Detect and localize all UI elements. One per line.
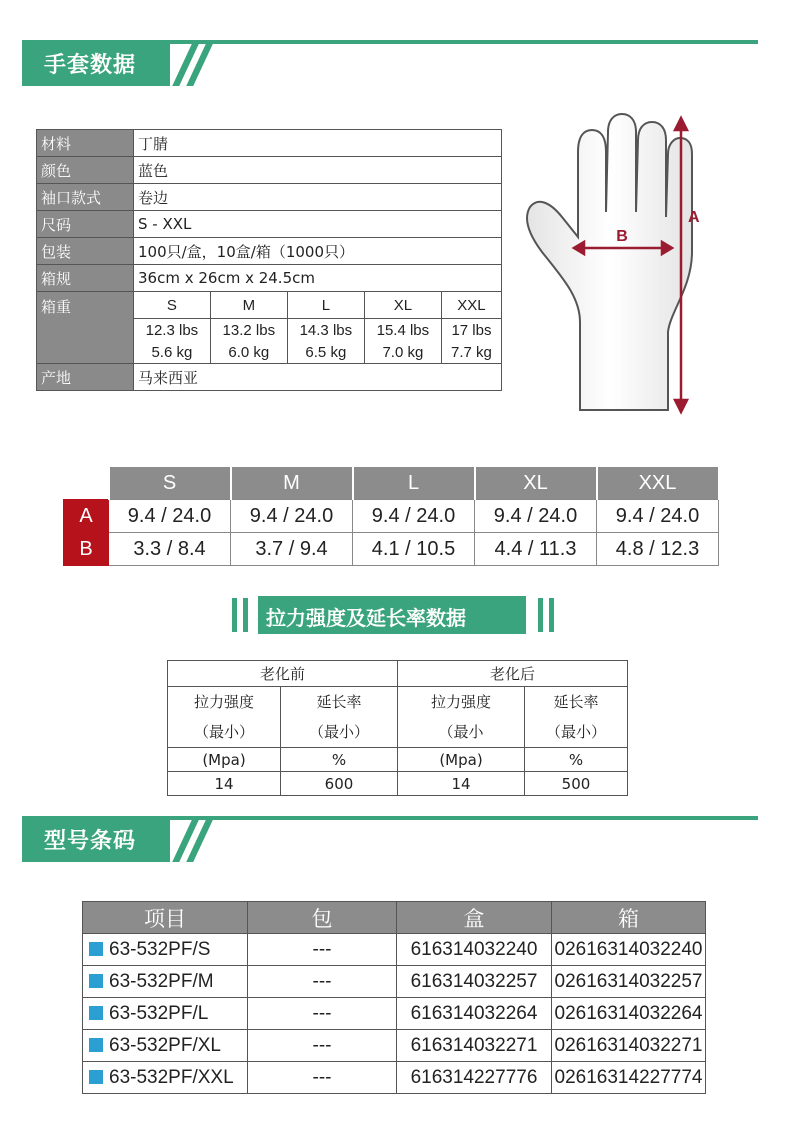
pack-cell: ---	[248, 998, 397, 1030]
size-value: 9.4 / 24.0	[109, 500, 231, 533]
table-row	[37, 157, 502, 184]
value-cell: 500	[525, 772, 628, 796]
col-min: （最小	[438, 723, 484, 741]
box-cell: 616314032271	[397, 1030, 552, 1062]
table-row	[37, 238, 502, 265]
size-value: 3.3 / 8.4	[109, 533, 231, 566]
spec-table	[36, 129, 502, 391]
item-code: 63-532PF/XL	[109, 1034, 221, 1056]
tensile-head-cell	[398, 687, 525, 748]
item-code: 63-532PF/XXL	[109, 1066, 234, 1088]
size-value: 4.1 / 10.5	[353, 533, 475, 566]
spec-value: 蓝色	[134, 157, 502, 184]
size-header: L	[353, 466, 475, 500]
spec-value: 卷边	[134, 184, 502, 211]
weight-size: XXL	[441, 292, 501, 319]
size-value: 4.8 / 12.3	[597, 533, 719, 566]
spec-value: S - XXL	[134, 211, 502, 238]
label-a: A	[688, 209, 700, 226]
glove-outline	[527, 114, 692, 410]
square-icon	[89, 1006, 103, 1020]
table-row	[37, 265, 502, 292]
row-label: A	[64, 500, 109, 533]
col-header: 项目	[83, 902, 248, 934]
case-cell: 02616314227774	[552, 1062, 706, 1094]
table-row	[168, 772, 628, 796]
item-cell	[83, 998, 248, 1030]
weight-lbs: 15.4 lbs	[364, 319, 441, 342]
spec-key: 箱重	[37, 292, 134, 364]
tensile-head-cell	[281, 687, 398, 748]
table-row	[64, 500, 719, 533]
item-code: 63-532PF/L	[109, 1002, 209, 1024]
case-cell: 02616314032271	[552, 1030, 706, 1062]
size-value: 9.4 / 24.0	[231, 500, 353, 533]
pack-cell: ---	[248, 934, 397, 966]
weight-kg: 7.7 kg	[441, 341, 501, 363]
col-group-after: 老化后	[398, 661, 628, 687]
size-value: 3.7 / 9.4	[231, 533, 353, 566]
item-cell	[83, 934, 248, 966]
box-cell: 616314227776	[397, 1062, 552, 1094]
table-row	[168, 748, 628, 772]
square-icon	[89, 1038, 103, 1052]
spec-key: 箱规	[37, 265, 134, 292]
unit-cell: %	[525, 748, 628, 772]
weight-size: L	[287, 292, 364, 319]
value-cell: 14	[168, 772, 281, 796]
value-cell: 600	[281, 772, 398, 796]
pack-cell: ---	[248, 966, 397, 998]
item-cell	[83, 1030, 248, 1062]
value-cell: 14	[398, 772, 525, 796]
spec-value: 36cm x 26cm x 24.5cm	[134, 265, 502, 292]
section-rule	[170, 816, 758, 820]
tensile-head-cell	[168, 687, 281, 748]
table-row	[168, 687, 628, 748]
size-value: 9.4 / 24.0	[597, 500, 719, 533]
item-code: 63-532PF/S	[109, 938, 211, 960]
table-row	[37, 184, 502, 211]
size-header: S	[109, 466, 231, 500]
case-cell: 02616314032240	[552, 934, 706, 966]
weight-size: M	[210, 292, 287, 319]
unit-cell: (Mpa)	[168, 748, 281, 772]
table-row	[83, 998, 706, 1030]
box-cell: 616314032264	[397, 998, 552, 1030]
weight-kg: 6.0 kg	[210, 341, 287, 363]
spec-key: 材料	[37, 130, 134, 157]
size-header: XL	[475, 466, 597, 500]
table-row	[37, 130, 502, 157]
section-title-bar	[22, 816, 170, 862]
case-cell: 02616314032264	[552, 998, 706, 1030]
barcode-table	[82, 901, 706, 1094]
weight-size: XL	[364, 292, 441, 319]
weight-size: S	[134, 292, 210, 319]
table-row	[37, 364, 502, 391]
square-icon	[89, 942, 103, 956]
table-row	[83, 966, 706, 998]
col-min: （最小）	[308, 723, 369, 741]
weight-table	[134, 292, 501, 363]
size-value: 9.4 / 24.0	[353, 500, 475, 533]
spec-value: 丁腈	[134, 130, 502, 157]
col-min: （最小）	[545, 723, 606, 741]
size-header: M	[231, 466, 353, 500]
section-rule	[170, 40, 758, 44]
unit-cell: %	[281, 748, 398, 772]
section-header-gloves	[22, 40, 762, 86]
spec-value: 100只/盒，10盒/箱（1000只）	[134, 238, 502, 265]
item-cell	[83, 1062, 248, 1094]
table-row	[64, 533, 719, 566]
table-header-row	[64, 466, 719, 500]
col-header: 盒	[397, 902, 552, 934]
spec-key: 产地	[37, 364, 134, 391]
box-cell: 616314032257	[397, 966, 552, 998]
box-cell: 616314032240	[397, 934, 552, 966]
decor-bar	[243, 598, 248, 632]
square-icon	[89, 1070, 103, 1084]
decor-bar	[538, 598, 543, 632]
section-header-barcode	[22, 816, 762, 862]
weight-kg: 6.5 kg	[287, 341, 364, 363]
table-row	[83, 1030, 706, 1062]
decor-bar	[232, 598, 237, 632]
col-elong: 延长率	[316, 693, 362, 711]
section-title-bar	[22, 40, 170, 86]
spec-key: 颜色	[37, 157, 134, 184]
table-row	[83, 1062, 706, 1094]
table-row	[83, 934, 706, 966]
spec-value: 马来西亚	[134, 364, 502, 391]
size-table	[63, 465, 720, 566]
case-cell: 02616314032257	[552, 966, 706, 998]
size-value: 9.4 / 24.0	[475, 500, 597, 533]
section-title: 型号条码	[44, 829, 137, 854]
col-elong: 延长率	[553, 693, 599, 711]
weight-cell	[134, 292, 502, 364]
table-header-row	[83, 902, 706, 934]
size-value: 4.4 / 11.3	[475, 533, 597, 566]
section-title: 手套数据	[44, 53, 137, 78]
spec-key: 尺码	[37, 211, 134, 238]
table-row	[37, 211, 502, 238]
table-row	[37, 292, 502, 364]
label-b: B	[616, 228, 628, 245]
decor-bar	[549, 598, 554, 632]
col-strength: 拉力强度	[193, 693, 254, 711]
row-label: B	[64, 533, 109, 566]
section-title: 拉力强度及延长率数据	[266, 606, 466, 630]
col-strength: 拉力强度	[430, 693, 491, 711]
tensile-table	[167, 660, 628, 796]
section-title-bar	[258, 596, 526, 634]
pack-cell: ---	[248, 1030, 397, 1062]
glove-diagram	[522, 112, 722, 418]
col-header: 箱	[552, 902, 706, 934]
tensile-head-cell	[525, 687, 628, 748]
item-cell	[83, 966, 248, 998]
section-header-tensile	[232, 596, 560, 634]
unit-cell: (Mpa)	[398, 748, 525, 772]
weight-lbs: 17 lbs	[441, 319, 501, 342]
size-header: XXL	[597, 466, 719, 500]
col-group-before: 老化前	[168, 661, 398, 687]
spec-key: 包装	[37, 238, 134, 265]
weight-kg: 7.0 kg	[364, 341, 441, 363]
spec-key: 袖口款式	[37, 184, 134, 211]
square-icon	[89, 974, 103, 988]
weight-kg: 5.6 kg	[151, 343, 193, 361]
weight-lbs: 14.3 lbs	[287, 319, 364, 342]
weight-lbs: 13.2 lbs	[210, 319, 287, 342]
weight-lbs: 12.3 lbs	[145, 321, 199, 339]
pack-cell: ---	[248, 1062, 397, 1094]
blank-cell	[64, 466, 109, 500]
table-header-row	[168, 661, 628, 687]
item-code: 63-532PF/M	[109, 970, 214, 992]
col-header: 包	[248, 902, 397, 934]
col-min: （最小）	[193, 723, 254, 741]
